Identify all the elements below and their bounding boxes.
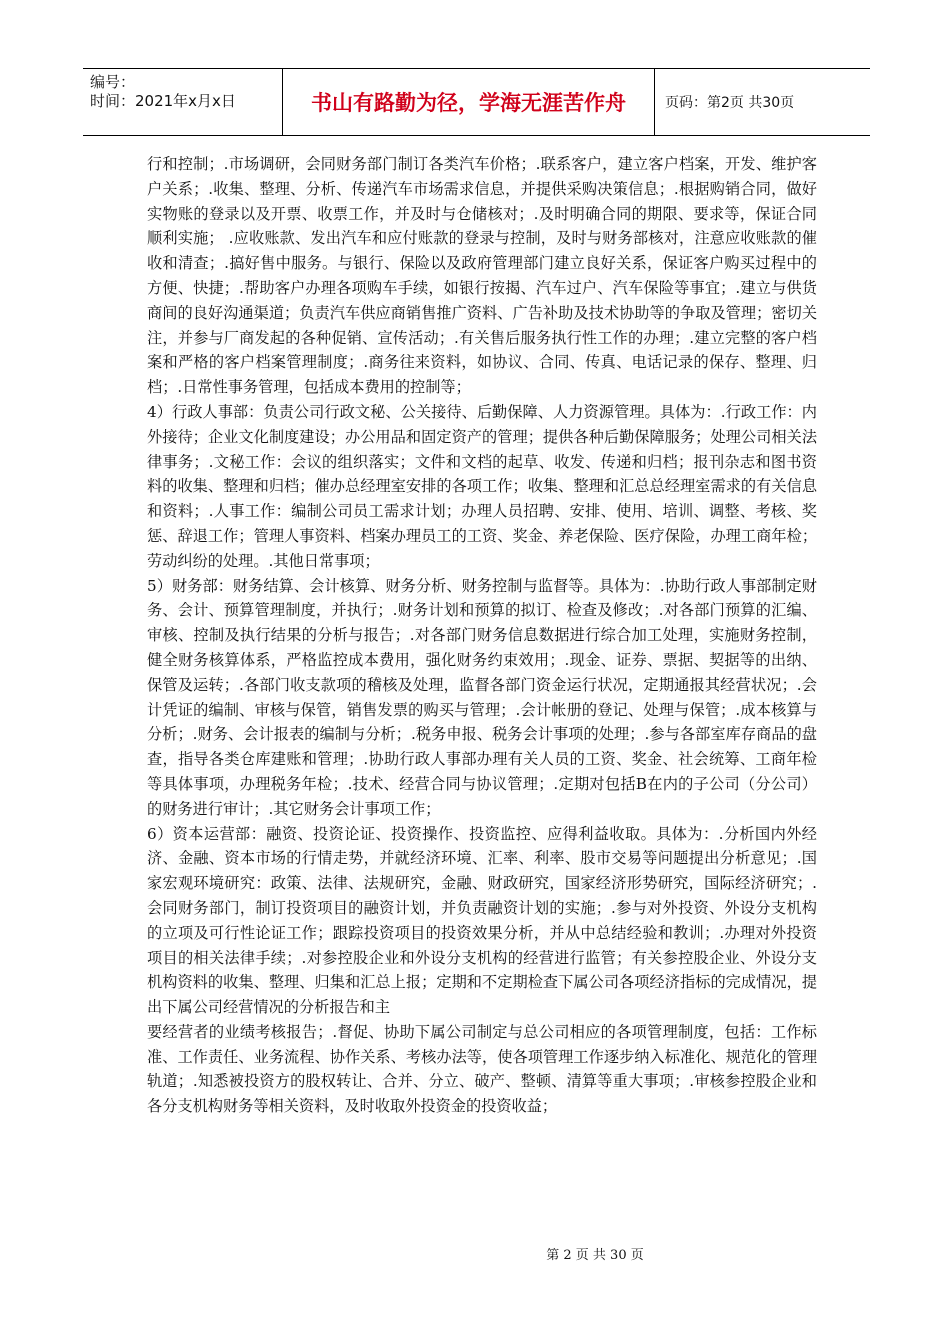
- paragraph: 6）资本运营部：融资、投资论证、投资操作、投资监控、应得利益收取。具体为：.分析国内外经济、金融、资本市场的行情走势，并就经济环境、汇率、利率、股市交易等问题提出分析意见；.国家宏观环境研究：政策、法律、法规研究，金融、财政研究，国家经济形势研究，国际经济研究；.会同财务部门，制订投资项目的融资计划，并负责融资计划的实施；.参与对外投资、外设分支机构的立项及可行性论证工作；跟踪投资项目的投资效果分析，并从中总结经验和教训；.办理对外投资项目的相关法律手续；.对参控股企业和外设分支机构的经营进行监管；有关参控股企业、外设分支机构资料的收集、整理、归集和汇总上报；定期和不定期检查下属公司各项经济指标的完成情况，提出下属公司经营情况的分析报告和主: [147, 824, 817, 1017]
- header-page-number: 页码：第2页 共30页: [665, 95, 795, 111]
- header-motto: 书山有路勤为径，学海无涯苦作舟: [283, 69, 655, 135]
- paragraph: 行和控制；.市场调研，会同财务部门制订各类汽车价格；.联系客户，建立客户档案，开发、维护客户关系；.收集、整理、分析、传递汽车市场需求信息，并提供采购决策信息；.根据购销合同，做好实物账的登录以及开票、收票工作，并及时与仓储核对；.及时明确合同的期限、要求等，保证合同顺利实施； .应收账款、发出汽车和应付账款的登录与控制，及时与财务部核对，注意应收账款的催收和清查；.搞好售中服务。与银行、保险以及政府管理部门建立良好关系，保证客户购买过程中的方便、快捷；.帮助客户办理各项购车手续，如银行按揭、汽车过户、汽车保险等事宜；.建立与供货商间的良好沟通渠道；负责汽车供应商销售推广资料、广告补助及技术协助等的争取及管理；密切关注，并参与厂商发起的各种促销、宣传活动；.有关售后服务执行性工作的办理；.建立完整的客户档案和严格的客户档案管理制度；.商务往来资料，如协议、合同、传真、电话记录的保存、整理、归档；.日常性事务管理，包括成本费用的控制等；: [147, 155, 817, 397]
- page-header: [83, 68, 870, 136]
- document-time-label: 时间：2021年x月x日: [90, 92, 236, 110]
- paragraph: 5）财务部：财务结算、会计核算、财务分析、财务控制与监督等。具体为：.协助行政人事部制定财务、会计、预算管理制度，并执行；.财务计划和预算的拟订、检查及修改；.对各部门预算的汇编、审核、控制及执行结果的分析与报告；.对各部门财务信息数据进行综合加工处理，实施财务控制，健全财务核算体系，严格监控成本费用，强化财务约束效用；.现金、证券、票据、契据等的出纳、保管及运转；.各部门收支款项的稽核及处理，监督各部门资金运行状况，定期通报其经营状况；.会计凭证的编制、审核与保管，销售发票的购买与管理；.会计帐册的登记、处理与保管；.成本核算与分析；.财务、会计报表的编制与分析；.税务申报、税务会计事项的处理；.参与各部室库存商品的盘查，指导各类仓库建账和管理；.协助行政人事部办理有关人员的工资、奖金、社会统筹、工商年检等具体事项，办理税务年检；.技术、经营合同与协议管理；.定期对包括B在内的子公司（分公司）的财务进行审计；.其它财务会计事项工作；: [147, 576, 817, 818]
- paragraph: 4）行政人事部：负责公司行政文秘、公关接待、后勤保障、人力资源管理。具体为：.行政工作：内外接待；企业文化制度建设；办公用品和固定资产的管理；提供各种后勤保障服务；处理公司相关法律事务；.文秘工作：会议的组织落实；文件和文档的起草、收发、传递和归档；报刊杂志和图书资料的收集、整理和归档；催办总经理室安排的各项工作；收集、整理和汇总总经理室需求的有关信息和资料；.人事工作：编制公司员工需求计划；办理人员招聘、安排、使用、培训、调整、考核、奖惩、辞退工作；管理人事资料、档案办理员工的工资、奖金、养老保险、医疗保险，办理工商年检；劳动纠纷的处理。.其他日常事项；: [147, 402, 817, 570]
- header-info: [83, 69, 283, 135]
- paragraph: 要经营者的业绩考核报告；.督促、协助下属公司制定与总公司相应的各项管理制度，包括：工作标准、工作责任、业务流程、协作关系、考核办法等，使各项管理工作逐步纳入标准化、规范化的管理轨道；.知悉被投资方的股权转让、合并、分立、破产、整顿、清算等重大事项；.审核参控股企业和各分支机构财务等相关资料，及时收取外投资金的投资收益；: [147, 1022, 817, 1116]
- document-number-label: 编号：: [90, 73, 136, 91]
- page-footer: 第 2 页 共 30 页: [546, 1248, 644, 1263]
- document-body: [147, 152, 817, 1119]
